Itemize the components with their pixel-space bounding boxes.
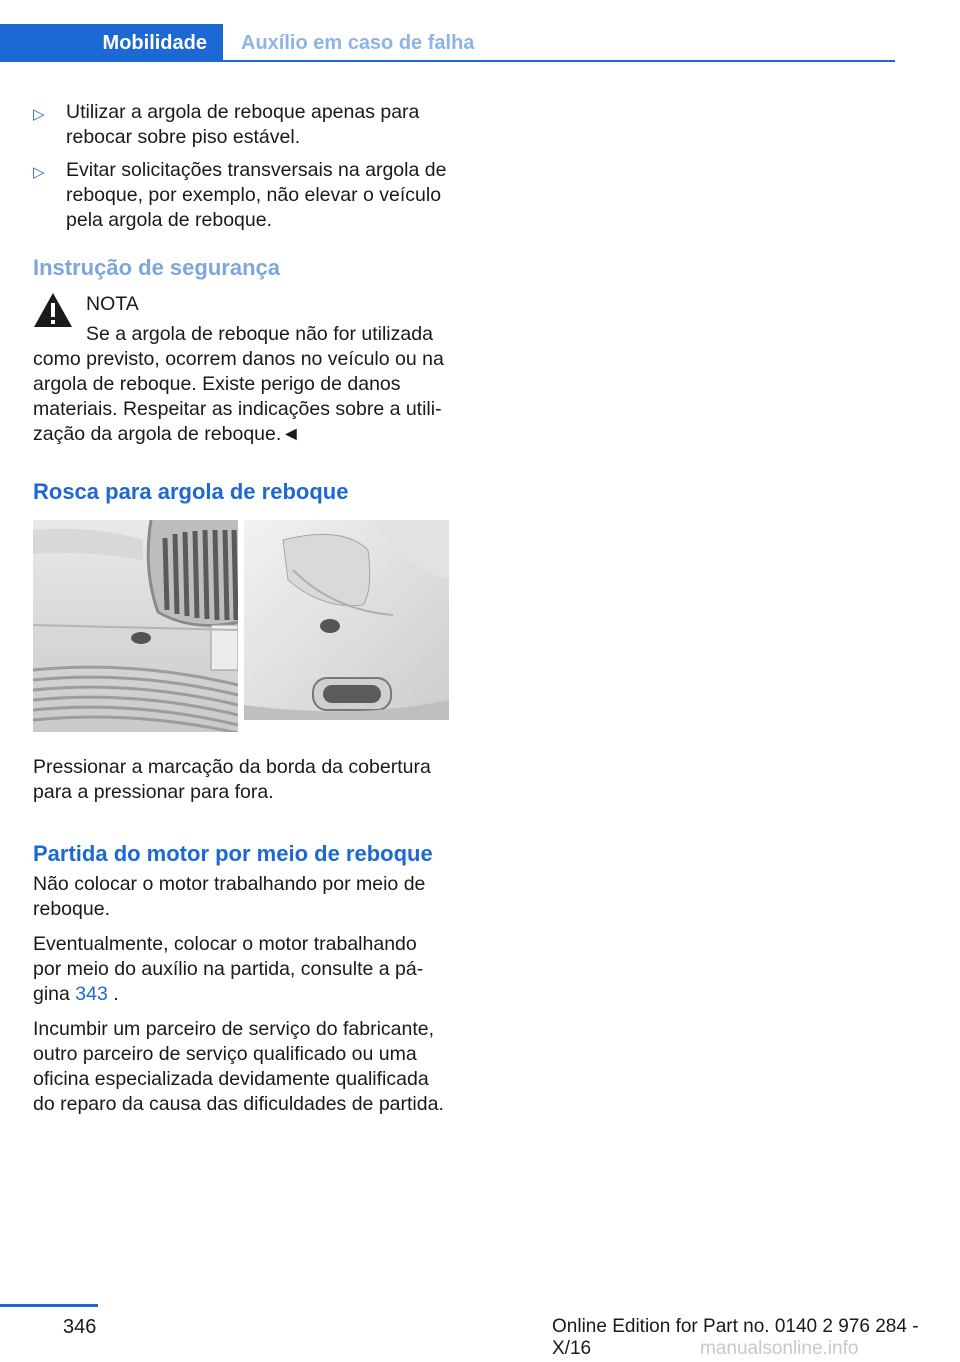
page-number: 346 xyxy=(63,1316,97,1338)
paragraph-text: Eventualmente, colocar o motor trabalhando por meio do auxílio na partida, consulte a página xyxy=(33,933,424,1005)
edition-note: Online Edition for Part no. 0140 2 976 284 - X/16 xyxy=(552,1316,919,1359)
thread-heading: Rosca para argola de reboque xyxy=(33,479,349,504)
warning-triangle-icon xyxy=(33,292,73,328)
safety-heading: Instrução de segurança xyxy=(33,255,280,280)
bullet-text: Utilizar a argola de reboque apenas para rebocar sobre piso estável. xyxy=(66,101,420,148)
list-item xyxy=(33,100,449,150)
warning-note xyxy=(33,292,449,447)
tow-start-paragraph-2 xyxy=(33,932,449,1007)
bullet-triangle-icon: ▷ xyxy=(33,106,45,123)
tow-eye-cover-illustration xyxy=(33,520,449,737)
watermark: manualsonline.info xyxy=(700,1338,859,1359)
chapter-title: Auxílio em caso de falha xyxy=(241,32,475,54)
tow-start-paragraph-1: Não colocar o motor trabalhando por meio de reboque. xyxy=(33,873,426,920)
warning-body: como previsto, ocorrem danos no veículo ou na argola de reboque. Existe perigo de danos materiais. Respeitar as indicações sobre a utilização da argola de reboque.◄ xyxy=(33,348,444,445)
main-column xyxy=(33,100,449,1117)
page-reference-link[interactable]: 343 xyxy=(75,983,108,1005)
header-rule xyxy=(223,60,895,62)
paragraph-end: . xyxy=(113,983,119,1005)
warning-label: NOTA xyxy=(86,293,139,315)
page-header xyxy=(0,24,895,62)
bullet-triangle-icon: ▷ xyxy=(33,164,45,181)
list-item xyxy=(33,158,449,233)
footer-rule xyxy=(0,1304,98,1307)
warning-first-line: Se a argola de reboque não for utilizada xyxy=(86,323,433,345)
figure-caption: Pressionar a marcação da borda da cobertura para a pressionar para fora. xyxy=(33,756,431,803)
tow-start-heading: Partida do motor por meio de reboque xyxy=(33,841,433,866)
section-tab: Mobilidade xyxy=(0,24,223,62)
tow-start-paragraph-3: Incumbir um parceiro de serviço do fabricante, outro parceiro de serviço qualificado ou uma oficina especializada devidamente qualificada do reparo da causa das dificuldades de partida. xyxy=(33,1018,444,1115)
bullet-text: Evitar solicitações transversais na argola de reboque, por exemplo, não elevar o veículo pela argola de reboque. xyxy=(66,159,447,231)
